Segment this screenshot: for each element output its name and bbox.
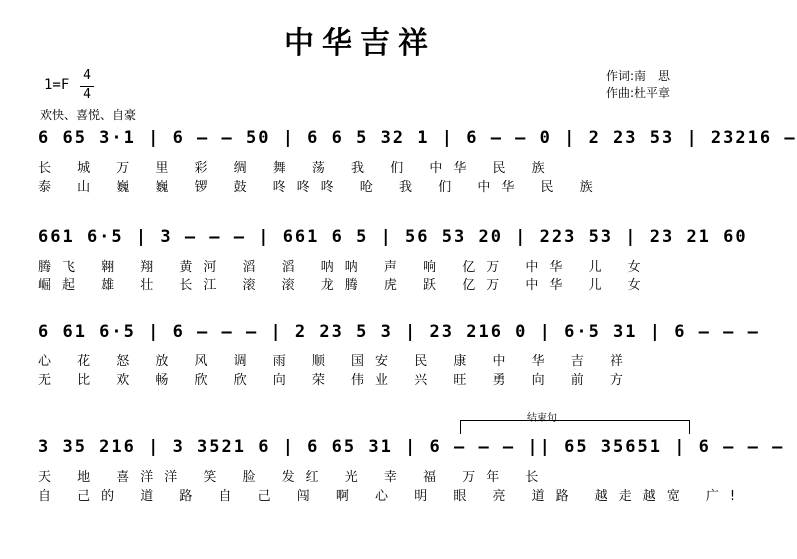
lyrics-verse-2: 无 比 欢 畅 欣 欣 向 荣 伟业 兴 旺 勇 向 前 方: [38, 373, 634, 388]
lyrics-verse-2: 自 己的 道 路 自 己 闯 啊 心 明 眼 亮 道路 越走越宽 广!: [38, 489, 747, 504]
notes-line: 6 65 3·1 | 6 – – 50 | 6 6 5 32 1 | 6 – – 0 | 2 23 53 | 23216 –: [38, 128, 797, 148]
lyrics-verse-2: 崛起 雄 壮 长江 滚 滚 龙腾 虎 跃 亿万 中华 儿 女: [38, 278, 652, 293]
lyrics-verse-1: 腾飞 翱 翔 黄河 滔 滔 呐呐 声 响 亿万 中华 儿 女: [38, 260, 652, 275]
key-signature: 1=F: [44, 77, 70, 93]
notes-line: 3 35 216 | 3 3521 6 | 6 65 31 | 6 – – – || 65 35651 | 6 – – –: [38, 437, 785, 457]
time-signature-bottom: 4: [83, 87, 91, 102]
notes-line: 661 6·5 | 3 – – – | 661 6 5 | 56 53 20 | 223 53 | 23 21 60: [38, 227, 748, 247]
lyrics-verse-1: 长 城 万 里 彩 绸 舞 荡 我 们 中华 民 族: [38, 161, 556, 176]
lyrics-verse-1: 天 地 喜洋洋 笑 脸 发红 光 幸 福 万年 长: [38, 470, 550, 485]
lyrics-verse-2: 泰 山 巍 巍 锣 鼓 咚咚咚 呛 我 们 中华 民 族: [38, 180, 604, 195]
ending-label: 结束句: [527, 413, 557, 424]
tempo-marking: 欢快、喜悦、自豪: [40, 108, 137, 122]
time-signature-top: 4: [83, 68, 91, 83]
notes-line: 6 61 6·5 | 6 – – – | 2 23 5 3 | 23 216 0 | 6·5 31 | 6 – – –: [38, 322, 760, 342]
page-title: 中华吉祥: [284, 26, 436, 61]
lyrics-verse-1: 心 花 怒 放 风 调 雨 顺 国安 民 康 中 华 吉 祥: [38, 354, 634, 369]
composer-credit: 作曲:杜平章: [606, 86, 671, 100]
lyricist-credit: 作词:南 思: [606, 69, 671, 83]
